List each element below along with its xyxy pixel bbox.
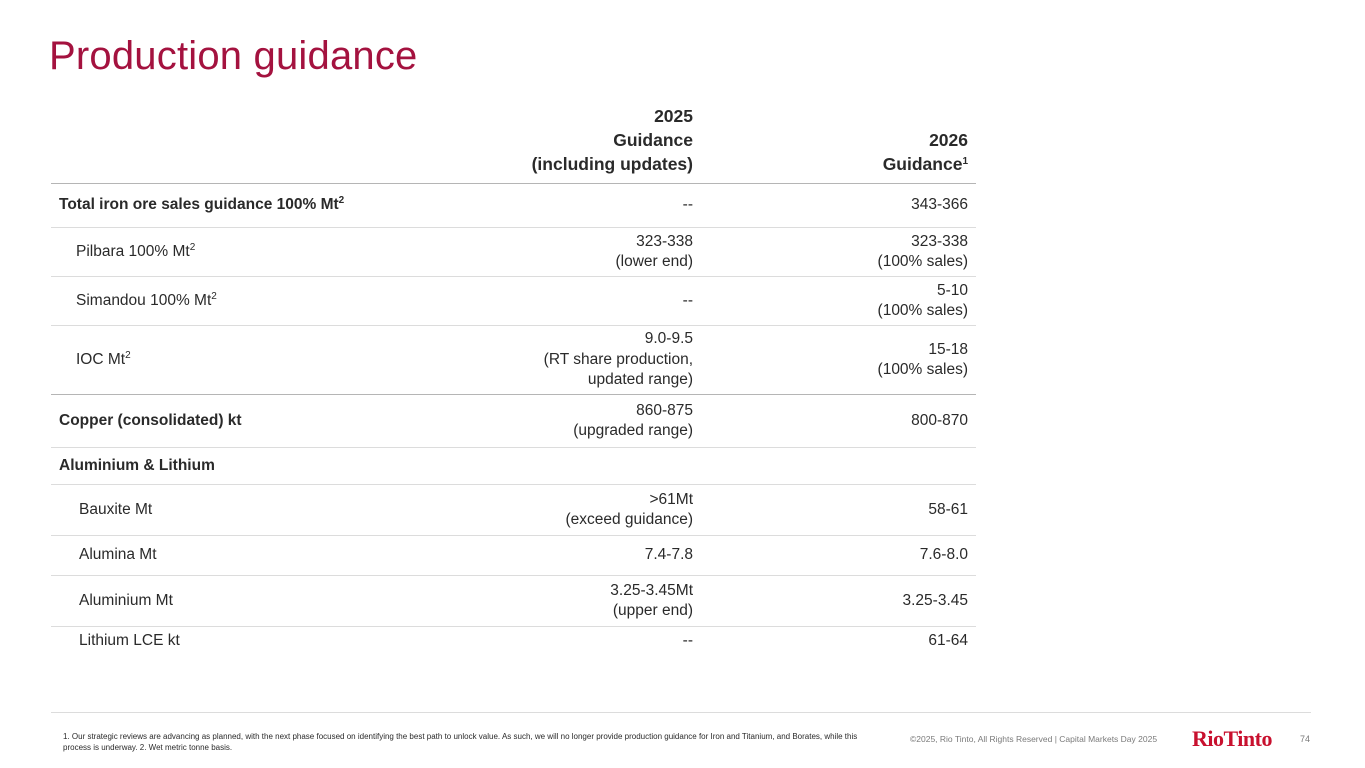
cell-line: 9.0-9.5	[644, 330, 693, 348]
row-label-text: Pilbara 100% Mt	[76, 242, 190, 260]
cell-2026	[701, 536, 976, 576]
row-label: Aluminium Mt	[51, 576, 427, 627]
header-2025-year: 2025	[654, 106, 693, 126]
footnote-marker: 2	[211, 290, 217, 302]
row-label: Lithium LCE kt	[79, 631, 180, 649]
header-2026-guidance	[709, 152, 968, 176]
table-row-section-aluminium-lithium	[51, 448, 976, 485]
table-row-lithium	[51, 627, 976, 655]
cell-2025	[427, 448, 701, 485]
table-row-aluminium	[51, 576, 976, 627]
cell-2025	[427, 576, 701, 627]
footnote-marker: 2	[338, 195, 345, 207]
footnote-marker: 1	[962, 156, 968, 167]
cell-2026	[701, 326, 976, 395]
cell-line: (100% sales)	[877, 253, 968, 270]
cell-2026	[701, 448, 976, 485]
cell-2026	[701, 485, 976, 536]
table-row-ioc	[51, 326, 976, 395]
cell-2026	[701, 228, 976, 277]
header-2026-guidance-text: Guidance	[882, 154, 963, 174]
header-2026-year: 2026	[929, 130, 968, 150]
cell-2025	[427, 277, 701, 326]
cell-2025	[427, 326, 701, 395]
header-2026	[701, 104, 976, 184]
table-row-pilbara	[51, 228, 976, 277]
table-row-total-iron-ore	[51, 184, 976, 228]
cell-line: (100% sales)	[877, 302, 968, 319]
page-number: 74	[1300, 734, 1311, 744]
cell-line: 61-64	[928, 631, 968, 649]
cell-line: 58-61	[928, 500, 968, 518]
cell-2026	[701, 627, 976, 655]
cell-line: 7.4-7.8	[644, 546, 693, 564]
cell-2026	[701, 184, 976, 228]
cell-2026	[701, 576, 976, 627]
footnote-marker: 2	[189, 241, 196, 253]
cell-2025	[427, 627, 701, 655]
guidance-table	[51, 104, 976, 655]
footnote: 1. Our strategic reviews are advancing as planned, with the next phase focused on identifying the best path to unlock value. As such, we will no longer provide production guidance for Iron and Titanium, and Borates, while this process is underway. 2. Wet metric tonne basis.	[63, 732, 858, 752]
cell-line: 15-18	[928, 340, 968, 358]
cell-line: 800-870	[911, 411, 968, 429]
cell-line: >61Mt	[649, 490, 693, 508]
cell-line: (RT share production,	[543, 350, 693, 368]
cell-line: updated range)	[587, 371, 693, 389]
table-row-alumina	[51, 536, 976, 576]
row-label: Alumina Mt	[51, 536, 427, 576]
section-label: Aluminium & Lithium	[51, 448, 427, 485]
copyright: ©2025, Rio Tinto, All Rights Reserved | Capital Markets Day 2025	[910, 734, 1158, 744]
row-label-text: Total iron ore sales guidance 100% Mt	[59, 196, 339, 214]
cell-line: --	[682, 196, 693, 214]
page-title: Production guidance	[49, 34, 418, 78]
table-row-simandou	[51, 277, 976, 326]
cell-line: (lower end)	[615, 253, 693, 270]
row-label-text: IOC Mt	[76, 350, 126, 368]
row-label	[51, 326, 427, 395]
cell-2026	[701, 277, 976, 326]
row-label	[51, 228, 427, 277]
cell-line: 7.6-8.0	[919, 546, 968, 564]
header-2025-note: (including updates)	[531, 154, 693, 174]
row-label: Copper (consolidated) kt	[51, 395, 427, 448]
cell-2025	[427, 395, 701, 448]
cell-line: (exceed guidance)	[565, 511, 693, 528]
cell-2025	[427, 485, 701, 536]
cell-line: (upper end)	[612, 602, 693, 619]
cell-line: (100% sales)	[877, 361, 968, 378]
footnote-marker: 2	[125, 349, 131, 361]
header-label-col	[51, 104, 427, 184]
header-2025-guidance: Guidance	[613, 130, 693, 150]
cell-line: 3.25-3.45Mt	[610, 581, 693, 599]
cell-line: 860-875	[636, 401, 693, 419]
table-header-row	[51, 104, 976, 184]
cell-2025	[427, 536, 701, 576]
cell-line: 323-338	[636, 232, 693, 250]
cell-2026	[701, 395, 976, 448]
cell-line: --	[682, 631, 693, 649]
row-label	[51, 277, 427, 326]
footer-divider	[51, 712, 1311, 713]
cell-line: 5-10	[936, 281, 968, 299]
cell-line: (upgraded range)	[573, 422, 693, 439]
cell-line: 323-338	[911, 232, 968, 250]
table-row-bauxite	[51, 485, 976, 536]
header-2025	[427, 104, 701, 184]
row-label: Bauxite Mt	[51, 485, 427, 536]
row-label-text: Simandou 100% Mt	[76, 291, 212, 309]
cell-line: 3.25-3.45	[902, 591, 968, 609]
rio-tinto-logo: RioTinto	[1192, 726, 1272, 751]
cell-line: 343-366	[911, 196, 968, 214]
cell-2025	[427, 184, 701, 228]
cell-2025	[427, 228, 701, 277]
cell-line: --	[682, 291, 693, 309]
table-row-copper	[51, 395, 976, 448]
row-label	[51, 184, 427, 228]
